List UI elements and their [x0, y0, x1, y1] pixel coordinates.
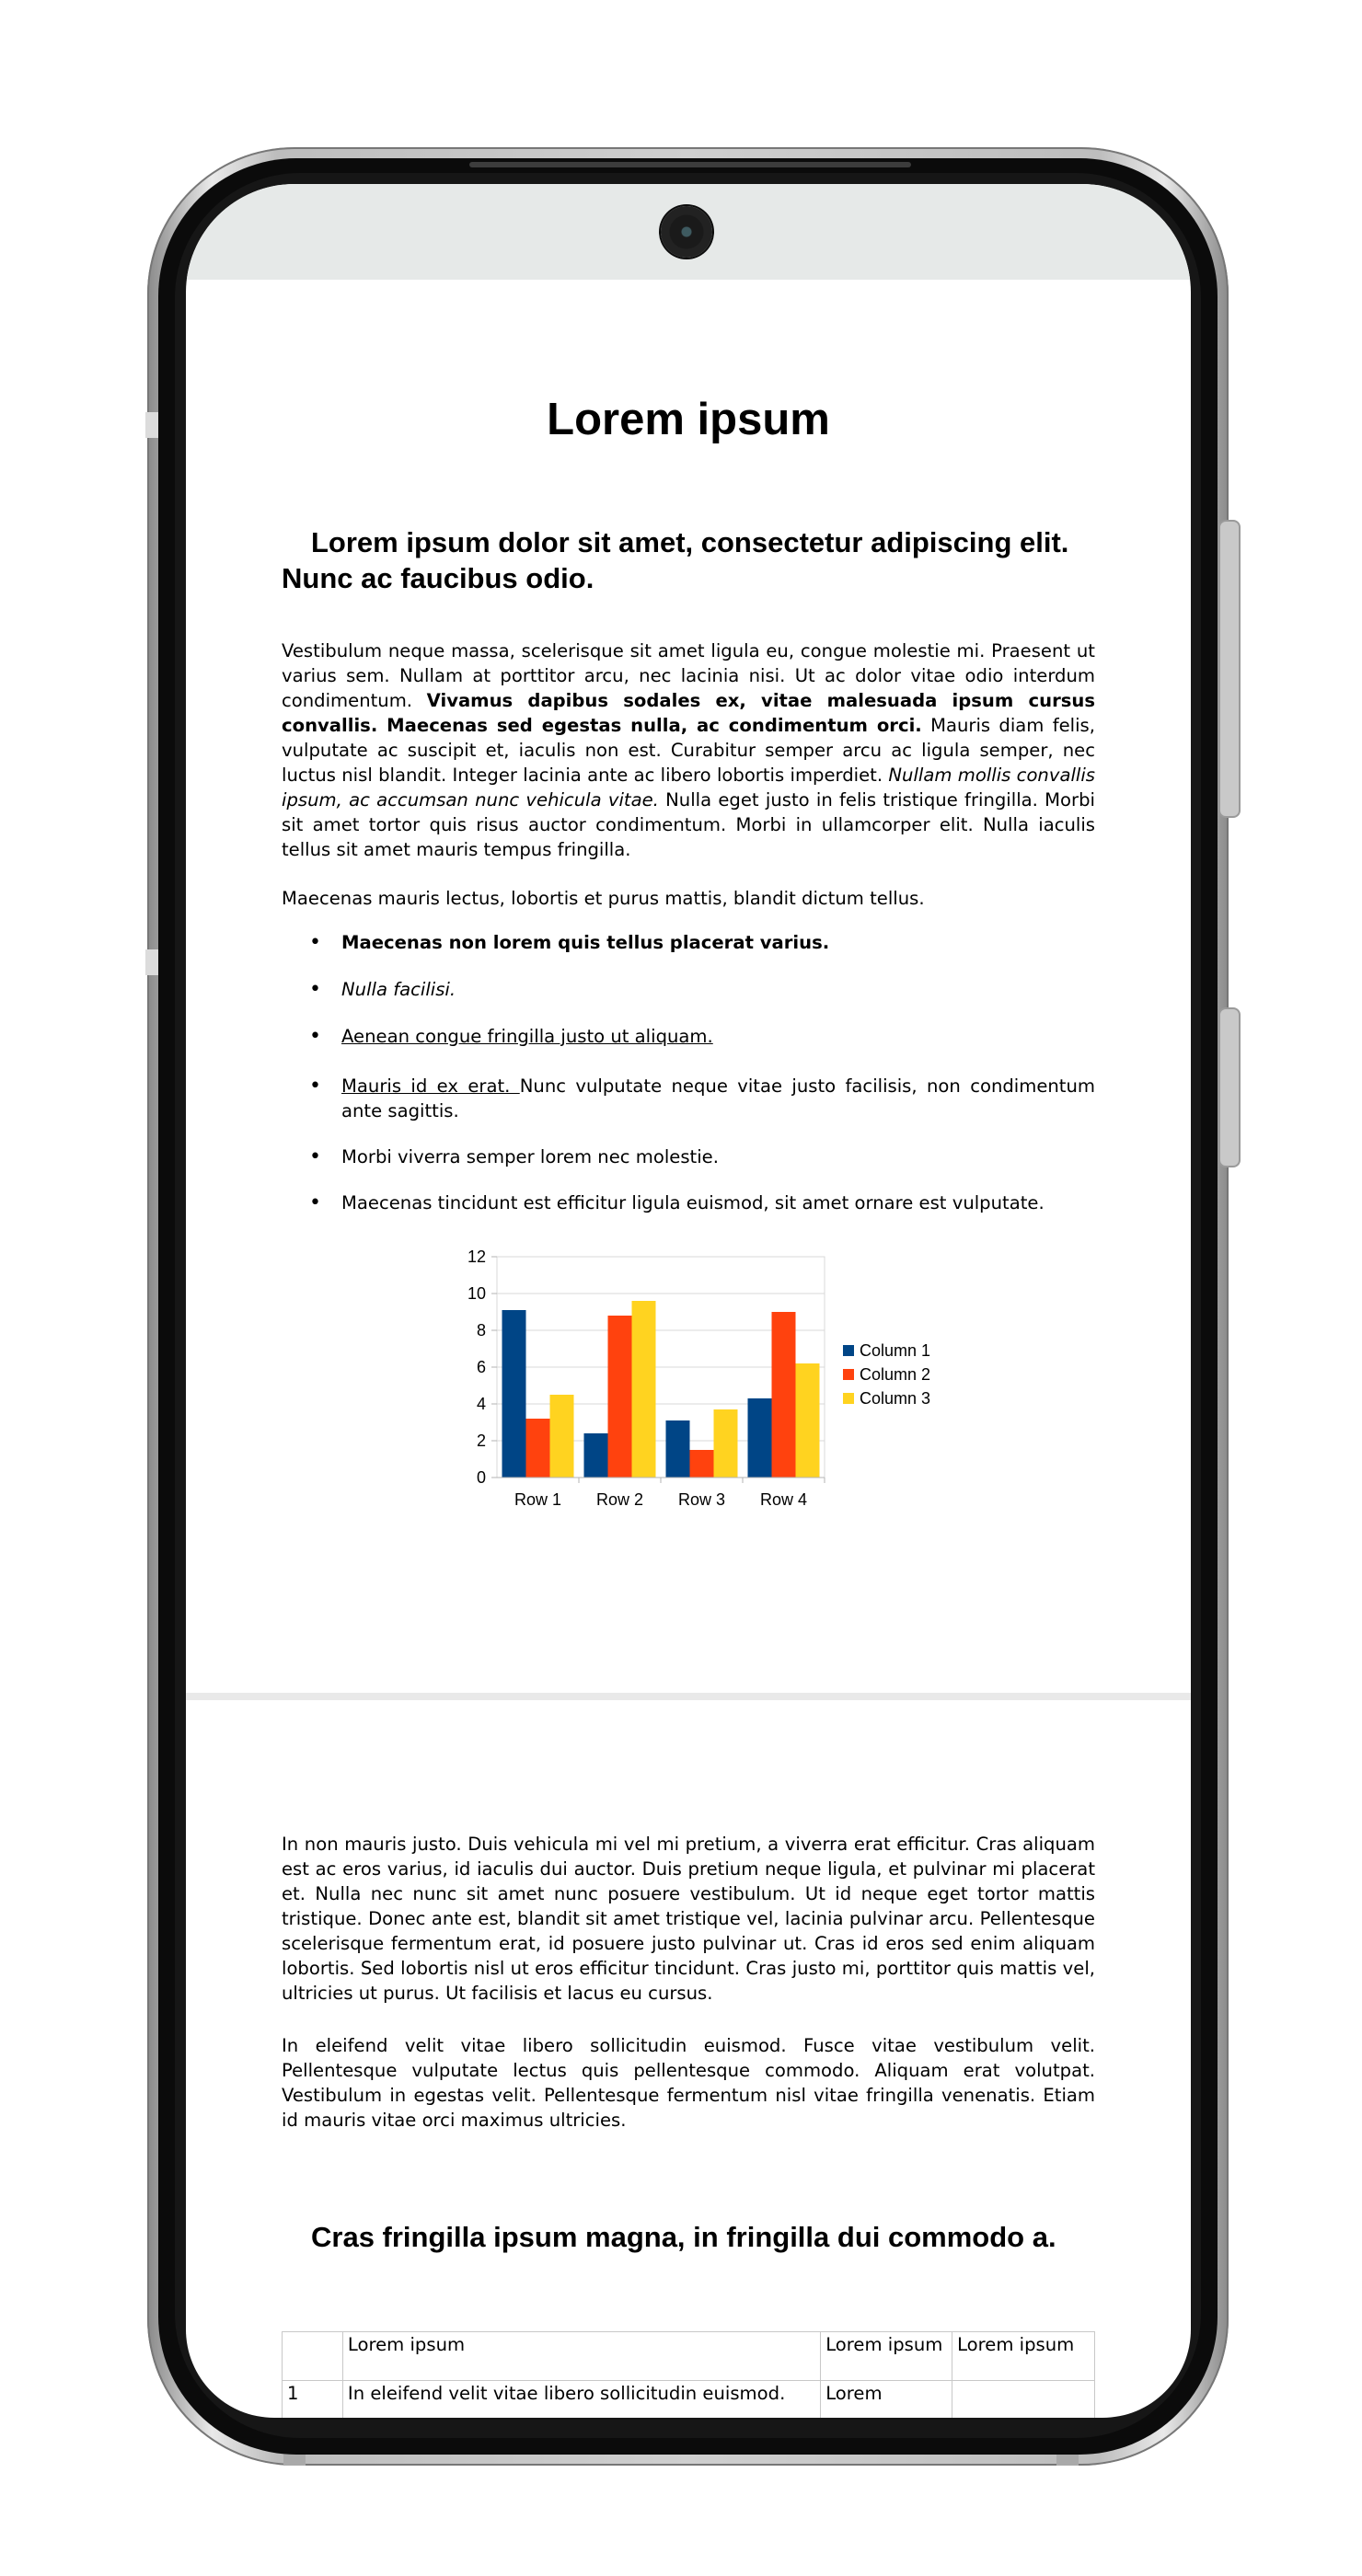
- frame-antenna-line: [283, 2453, 306, 2466]
- power-button: [1218, 1007, 1241, 1167]
- bar: [502, 1310, 526, 1478]
- document-page-1: [282, 184, 1095, 1693]
- y-tick-label: 12: [467, 1248, 486, 1266]
- table-cell[interactable]: 1: [283, 2381, 343, 2419]
- list-item: [282, 1024, 1095, 1049]
- y-tick-label: 10: [467, 1284, 486, 1303]
- bar: [550, 1395, 574, 1478]
- bar: [608, 1316, 632, 1478]
- x-tick-label: Row 1: [514, 1490, 562, 1509]
- hyperlink[interactable]: Mauris id ex erat.: [341, 1075, 520, 1097]
- table-cell[interactable]: Lorem ipsum: [952, 2332, 1095, 2381]
- hyperlink[interactable]: Aenean congue fringilla justo ut aliquam.: [341, 1026, 713, 1047]
- list-item: • Nulla facilisi.: [282, 977, 1095, 1002]
- table-cell[interactable]: Lorem: [821, 2381, 952, 2419]
- data-table: [282, 2331, 1095, 2418]
- table-cell[interactable]: Lorem ipsum: [342, 2332, 820, 2381]
- table-header-row: [283, 2332, 1095, 2381]
- bar: [632, 1301, 656, 1478]
- page-break: [186, 1693, 1191, 1700]
- legend-label: Column 1: [860, 1341, 931, 1360]
- y-tick-label: 8: [476, 1321, 486, 1340]
- legend-swatch: [843, 1393, 854, 1404]
- heading-1: Lorem ipsum dolor sit amet, consectetur adipiscing elit. Nunc ac faucibus odio.: [282, 526, 1069, 594]
- paragraph-3: In non mauris justo. Duis vehicula mi vel mi pretium, a viverra erat efficitur. Cras aliquam est ac eros varius, id iaculis dui auctor. Duis pretium neque ligula, et pulvinar mi placerat et. Nulla nec nunc sit amet nunc posuere vestibulum. Ut id neque eget tortor mattis tristique. Donec ante est, blandit sit amet tristique vel, lacinia pulvinar arcu. Pellentesque scelerisque fermentum erat, id posuere justo pulvinar ut. Cras id eros sed enim aliquam lobortis. Sed lobortis nisl ut eros efficitur tincidunt. Cras justo mi, porttitor quis mattis vel, ultricies ut purus. Ut facilisis et lacus eu cursus.: [282, 1834, 1095, 2004]
- document-title: Lorem ipsum: [547, 395, 830, 444]
- legend-label: Column 3: [860, 1389, 931, 1408]
- paragraph-4: In eleifend velit vitae libero sollicitudin euismod. Fusce vitae vestibulum velit. Pellentesque vulputate lectus quis pellentesque commodo. Aliquam erat volutpat. Vestibulum in egestas velit. Pellentesque fermentum nisl vitae fringilla venenatis. Etiam id mauris vitae orci maximus ultricies.: [282, 2035, 1095, 2131]
- list-item: • Maecenas non lorem quis tellus placerat varius.: [282, 930, 1095, 955]
- volume-button: [1218, 520, 1241, 818]
- x-tick-label: Row 2: [595, 1490, 644, 1509]
- earpiece-speaker: [469, 162, 911, 167]
- y-tick-label: 6: [476, 1358, 486, 1376]
- bar-chart: [438, 1242, 1009, 1527]
- y-tick-label: 4: [476, 1395, 486, 1413]
- x-tick-label: Row 4: [759, 1490, 808, 1509]
- bar: [690, 1450, 714, 1478]
- bar: [584, 1433, 608, 1478]
- y-tick-label: 0: [476, 1468, 486, 1487]
- table-cell[interactable]: [283, 2332, 343, 2381]
- document-page-2: [282, 1700, 1095, 2418]
- table-cell[interactable]: In eleifend velit vitae libero sollicitudin euismod.: [342, 2381, 820, 2419]
- x-tick-label: Row 3: [677, 1490, 726, 1509]
- screen[interactable]: [186, 184, 1191, 2418]
- table-cell[interactable]: [952, 2381, 1095, 2419]
- legend-swatch: [843, 1345, 854, 1356]
- list-item: • Maecenas tincidunt est efficitur ligula euismod, sit amet ornare est vulputate.: [282, 1190, 1095, 1215]
- list-item: • Mauris id ex erat. Nunc vulputate neque vitae justo facilisis, non condimentum ante sagittis.: [282, 1074, 1095, 1123]
- frame-antenna-line: [1056, 2453, 1079, 2466]
- bar: [714, 1409, 738, 1478]
- paragraph-2: Maecenas mauris lectus, lobortis et purus mattis, blandit dictum tellus.: [282, 888, 925, 909]
- bar: [666, 1420, 690, 1478]
- legend-label: Column 2: [860, 1365, 931, 1384]
- table-row: [283, 2381, 1095, 2419]
- bullet-list: [282, 930, 1095, 1215]
- list-item: • Morbi viverra semper lorem nec molestie.: [282, 1144, 1095, 1169]
- table-cell[interactable]: Lorem ipsum: [821, 2332, 952, 2381]
- heading-2: Cras fringilla ipsum magna, in fringilla dui commodo a.: [311, 2221, 1056, 2253]
- legend-swatch: [843, 1369, 854, 1380]
- paragraph-1: Vestibulum neque massa, scelerisque sit amet ligula eu, congue molestie mi. Praesent ut varius sem. Nullam at porttitor arcu, nec lacinia nisi. Ut ac dolor vitae odio interdum condimentum. Vivamus dapibus sodales ex, vitae malesuada ipsum cursus convallis. Maecenas sed egestas nulla, ac condimentum orci. Mauris diam felis, vulputate ac suscipit et, iaculis non est. Curabitur semper arcu ac ligula semper, nec luctus nisl blandit. Integer lacinia ante ac libero lobortis imperdiet. Nullam mollis convallis ipsum, ac accumsan nunc vehicula vitae. Nulla eget justo in felis tristique fringilla. Morbi sit amet tortor quis risus auctor condimentum. Morbi in ullamcorper elit. Nulla iaculis tellus sit amet mauris tempus fringilla.: [282, 640, 1096, 860]
- bar: [772, 1312, 796, 1478]
- bar: [748, 1398, 772, 1478]
- y-tick-label: 2: [476, 1432, 486, 1450]
- bar: [526, 1419, 550, 1478]
- bar: [796, 1363, 820, 1478]
